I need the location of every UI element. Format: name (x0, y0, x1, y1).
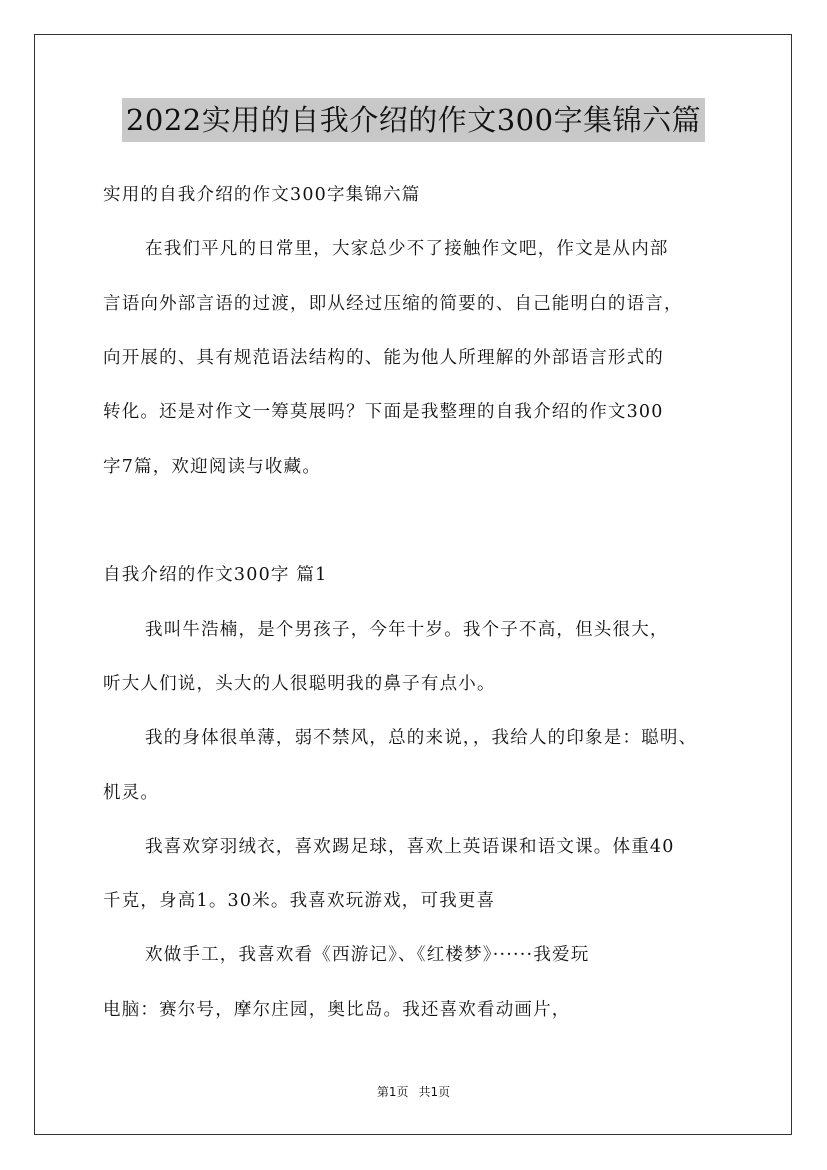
paragraph-line: 我叫牛浩楠，是个男孩子，今年十岁。我个子不高，但头很大， (145, 620, 669, 640)
page-number: 第1页 (376, 1085, 409, 1099)
paragraph-line: 我喜欢穿羽绒衣，喜欢踢足球，喜欢上英语课和语文课。体重40 (145, 837, 675, 857)
page-footer (0, 1083, 827, 1100)
document-subtitle: 实用的自我介绍的作文300字集锦六篇 (103, 185, 421, 205)
page-total: 共1页 (418, 1085, 451, 1099)
paragraph-line: 电脑：赛尔号，摩尔庄园，奥比岛。我还喜欢看动画片， (103, 1000, 571, 1020)
paragraph-line: 我的身体很单薄，弱不禁风，总的来说，，我给人的印象是：聪明、 (145, 728, 698, 748)
title-container (0, 98, 827, 142)
paragraph-line: 听大人们说，头大的人很聪明我的鼻子有点小。 (103, 674, 496, 694)
paragraph-line: 千克，身高1。30米。我喜欢玩游戏，可我更喜 (103, 891, 496, 911)
paragraph-line: 机灵。 (103, 783, 160, 803)
paragraph-line: 向开展的、具有规范语法结构的、能为他人所理解的外部语言形式的 (103, 348, 664, 368)
paragraph-line: 在我们平凡的日常里，大家总少不了接触作文吧，作文是从内部 (145, 239, 669, 259)
paragraph-line: 欢做手工，我喜欢看《西游记》、《红楼梦》······我爱玩 (145, 945, 590, 965)
paragraph-line: 言语向外部言语的过渡，即从经过压缩的简要的、自己能明白的语言， (103, 294, 683, 314)
paragraph-line: 字7篇，欢迎阅读与收藏。 (103, 457, 322, 477)
section-heading: 自我介绍的作文300字 篇1 (103, 565, 328, 585)
paragraph-line: 转化。还是对作文一筹莫展吗？下面是我整理的自我介绍的作文300 (103, 402, 664, 422)
document-title: 2022实用的自我介绍的作文300字集锦六篇 (122, 98, 705, 142)
